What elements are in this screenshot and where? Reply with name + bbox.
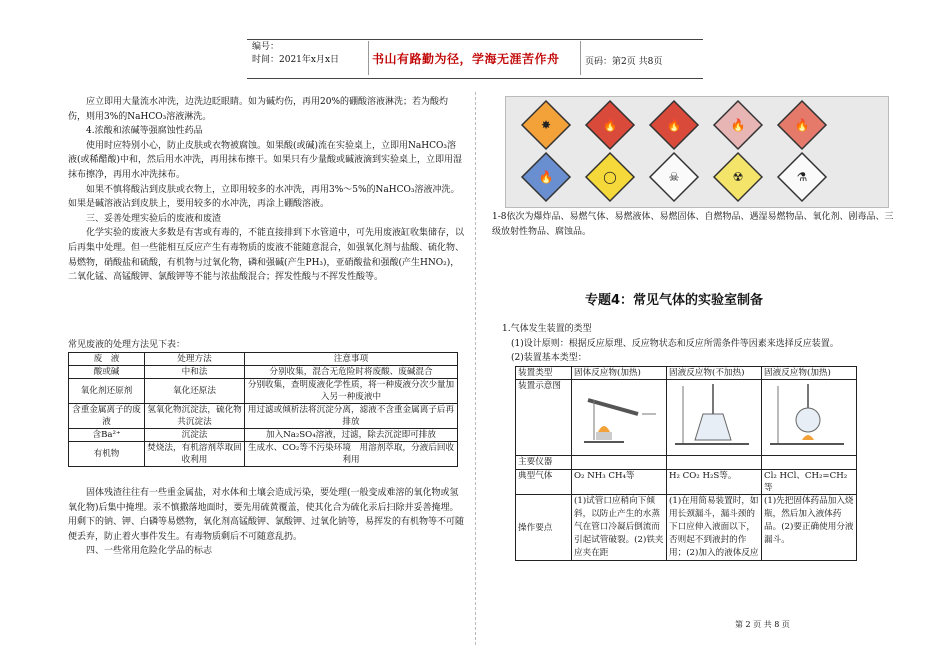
table-cell: 氧化剂还原剂 — [69, 379, 145, 404]
table-header: 固液反应物(加热) — [762, 367, 857, 380]
table-header: 固体反应物(加热) — [572, 367, 667, 380]
solid-heating-apparatus-icon — [574, 380, 662, 450]
table-cell: 分别收集，查明废液化学性质，将一种废液分次少量加入另一种废液中 — [245, 379, 458, 404]
table-cell: 氢氧化物沉淀法，硫化物共沉淀法 — [145, 404, 245, 429]
section-heading: 1.气体发生装置的类型 — [502, 324, 592, 334]
table-cell — [572, 456, 667, 470]
paragraph: (1)设计原则：根据反应原理、反应物状态和反应所需条件等因素来选择反应装置。 — [511, 338, 839, 349]
svg-text:☢: ☢ — [732, 170, 744, 184]
table-cell: 装置示意图 — [516, 380, 572, 456]
header-motto: 书山有路勤为径，学海无涯苦作舟 — [372, 52, 560, 66]
table-cell: 用过滤或倾析法将沉淀分离，滤液不含重金属离子后再排放 — [245, 404, 458, 429]
table-header-row — [69, 353, 458, 366]
column-divider — [475, 92, 476, 645]
section-heading: 四、一些常用危险化学品的标志 — [86, 546, 213, 557]
table-header: 处理方法 — [145, 353, 245, 366]
paragraph: 使用时应特别小心，防止皮肤或衣物被腐蚀。如果酸(或碱)流在实验桌上，立即用NaHCO₃溶液(或稀醋酸)中和，然后用水冲洗，再用抹布擦干。如果只有少量酸或碱液滴到实验桌上，立即用湿抹布擦净，再用水冲洗抹布。 — [68, 140, 463, 180]
svg-text:🔥: 🔥 — [538, 170, 554, 184]
table-cell — [762, 456, 857, 470]
table-cell: Cl₂ HCl、CH₂=CH₂等 — [762, 470, 857, 495]
solid-liquid-apparatus-icon — [669, 380, 757, 450]
table-header: 装置类型 — [516, 367, 572, 380]
gas-apparatus-table — [515, 366, 857, 561]
header-meta — [252, 41, 339, 67]
svg-text:◯: ◯ — [603, 170, 617, 184]
waste-table — [68, 352, 458, 467]
table-row — [516, 456, 857, 470]
svg-text:🔥: 🔥 — [730, 118, 746, 132]
table-cell: 分别收集，混合无危险时将废酸、废碱混合 — [245, 366, 458, 379]
paragraph: 如果不慎将酸沾到皮肤或衣物上，立即用较多的水冲洗，再用3%～5%的NaHCO₃溶液冲洗。如果是碱溶液沾到皮肤上，要用较多的水冲洗，再涂上硼酸溶液。 — [68, 184, 460, 210]
svg-text:🔥: 🔥 — [666, 118, 682, 132]
hazard-symbols-image — [505, 96, 889, 208]
table-cell: 含重金属离子的废液 — [69, 404, 145, 429]
svg-text:⚗: ⚗ — [796, 170, 808, 184]
table-cell: H₂ CO₂ H₂S等。 — [667, 470, 762, 495]
table-row — [516, 380, 857, 456]
table-cell: 主要仪器 — [516, 456, 572, 470]
table-header: 注意事项 — [245, 353, 458, 366]
section-heading: 三、妥善处理实验后的废液和废渣 — [86, 213, 222, 224]
table-cell: 典型气体 — [516, 470, 572, 495]
apparatus-diagram-cell — [572, 380, 667, 456]
left-column — [68, 95, 464, 285]
hazard-diamonds — [506, 97, 888, 207]
apparatus-diagram-cell — [762, 380, 857, 456]
table-cell: 焚烧法，有机溶剂萃取回收利用 — [145, 442, 245, 467]
header-divider — [580, 41, 581, 75]
svg-text:☠: ☠ — [668, 170, 680, 184]
paragraph: 应立即用大量流水冲洗，边洗边眨眼睛。如为碱灼伤，再用20%的硼酸溶液淋洗；若为酸灼伤，则用3%的NaHCO₃溶液淋洗。 — [68, 97, 449, 122]
table-caption: 常见废液的处理方法见下表： — [68, 340, 186, 350]
table-cell: 生成水、CO₂等不污染环境 用溶剂萃取，分液后回收利用 — [245, 442, 458, 467]
svg-text:🔥: 🔥 — [602, 118, 618, 132]
table-row — [516, 495, 857, 561]
table-cell: 氧化还原法 — [145, 379, 245, 404]
apparatus-diagram-cell — [667, 380, 762, 456]
table-cell: (1)在用简易装置时，如用长颈漏斗，漏斗颈的下口应伸入液面以下，否则起不到液封的作用；(2)加入的液体反应 — [667, 495, 762, 561]
paragraph: 固体残渣往往有一些重金属盐，对水体和土壤会造成污染，要处理(一般变成难溶的氧化物或氢氧化物)后集中掩埋。汞不慎撒落地面时，要先用硫黄覆盖，使其化合为硫化汞后扫除并妥善掩埋。用剩下的钠、钾、白磷等易燃物，氧化剂高锰酸钾、氯酸钾、过氧化钠等，易挥发的有机物等不可随便丢弃，防止着火事件发生。有毒物质剩后不可随意乱扔。 — [68, 488, 465, 542]
table-cell: 沉淀法 — [145, 429, 245, 442]
header-page-number: 页码：第2页 共8页 — [585, 57, 663, 67]
table-cell: 含Ba²⁺ — [69, 429, 145, 442]
header-code: 编号： — [252, 42, 280, 52]
table-cell: 酸或碱 — [69, 366, 145, 379]
table-row — [69, 442, 458, 467]
table-cell: (1)先把固体药品加入烧瓶，然后加入液体药品。(2)要正确使用分液漏斗。 — [762, 495, 857, 561]
table-row — [69, 366, 458, 379]
hazard-caption: 1-8依次为爆炸品、易燃气体、易燃液体、易燃固体、自燃物品、遇湿易燃物品、氧化剂、剧毒品、三级放射性物品、腐蚀品。 — [492, 212, 894, 237]
page-footer: 第 2 页 共 8 页 — [735, 620, 790, 629]
solid-liquid-heating-apparatus-icon — [764, 380, 852, 450]
left-column-lower — [68, 486, 464, 559]
table-cell: 操作要点 — [516, 495, 572, 561]
table-header-row — [516, 367, 857, 380]
table-row — [69, 429, 458, 442]
table-row — [516, 470, 857, 495]
header-divider — [368, 41, 369, 75]
table-cell — [667, 456, 762, 470]
table-cell: 有机物 — [69, 442, 145, 467]
table-header: 废 液 — [69, 353, 145, 366]
svg-text:🔥: 🔥 — [794, 118, 810, 132]
paragraph: 化学实验的废液大多数是有害或有毒的，不能直接排到下水管道中，可先用废液缸收集储存，以后再集中处理。但一些能相互反应产生有毒物质的废液不能随意混合，如强氧化剂与盐酸、硫化物、易燃物，硝酸盐和硫酸，有机物与过氧化物，磷和强碱(产生PH₃)，亚硝酸盐和强酸(产生HNO₂)，二氧化锰、高锰酸钾、氯酸钾等不能与浓盐酸混合；挥发性酸与不挥发性酸等。 — [68, 228, 465, 283]
table-cell: 中和法 — [145, 366, 245, 379]
table-cell: 加入Na₂SO₄溶液，过滤，除去沉淀即可排放 — [245, 429, 458, 442]
section-heading: 4.浓酸和浓碱等强腐蚀性药品 — [86, 126, 203, 137]
table-cell: O₂ NH₃ CH₄等 — [572, 470, 667, 495]
table-row — [69, 404, 458, 429]
table-row — [69, 379, 458, 404]
table-header: 固液反应物(不加热) — [667, 367, 762, 380]
paragraph: (2)装置基本类型： — [511, 353, 587, 364]
header-time: 时间：2021年x月x日 — [252, 55, 340, 65]
right-column — [502, 322, 902, 366]
svg-text:✸: ✸ — [540, 118, 552, 132]
table-cell: (1)试管口应稍向下倾斜，以防止产生的水蒸气在管口冷凝后倒流而引起试管破裂。(2)铁夹应夹在距 — [572, 495, 667, 561]
topic-title: 专题4：常见气体的实验室制备 — [585, 293, 764, 308]
